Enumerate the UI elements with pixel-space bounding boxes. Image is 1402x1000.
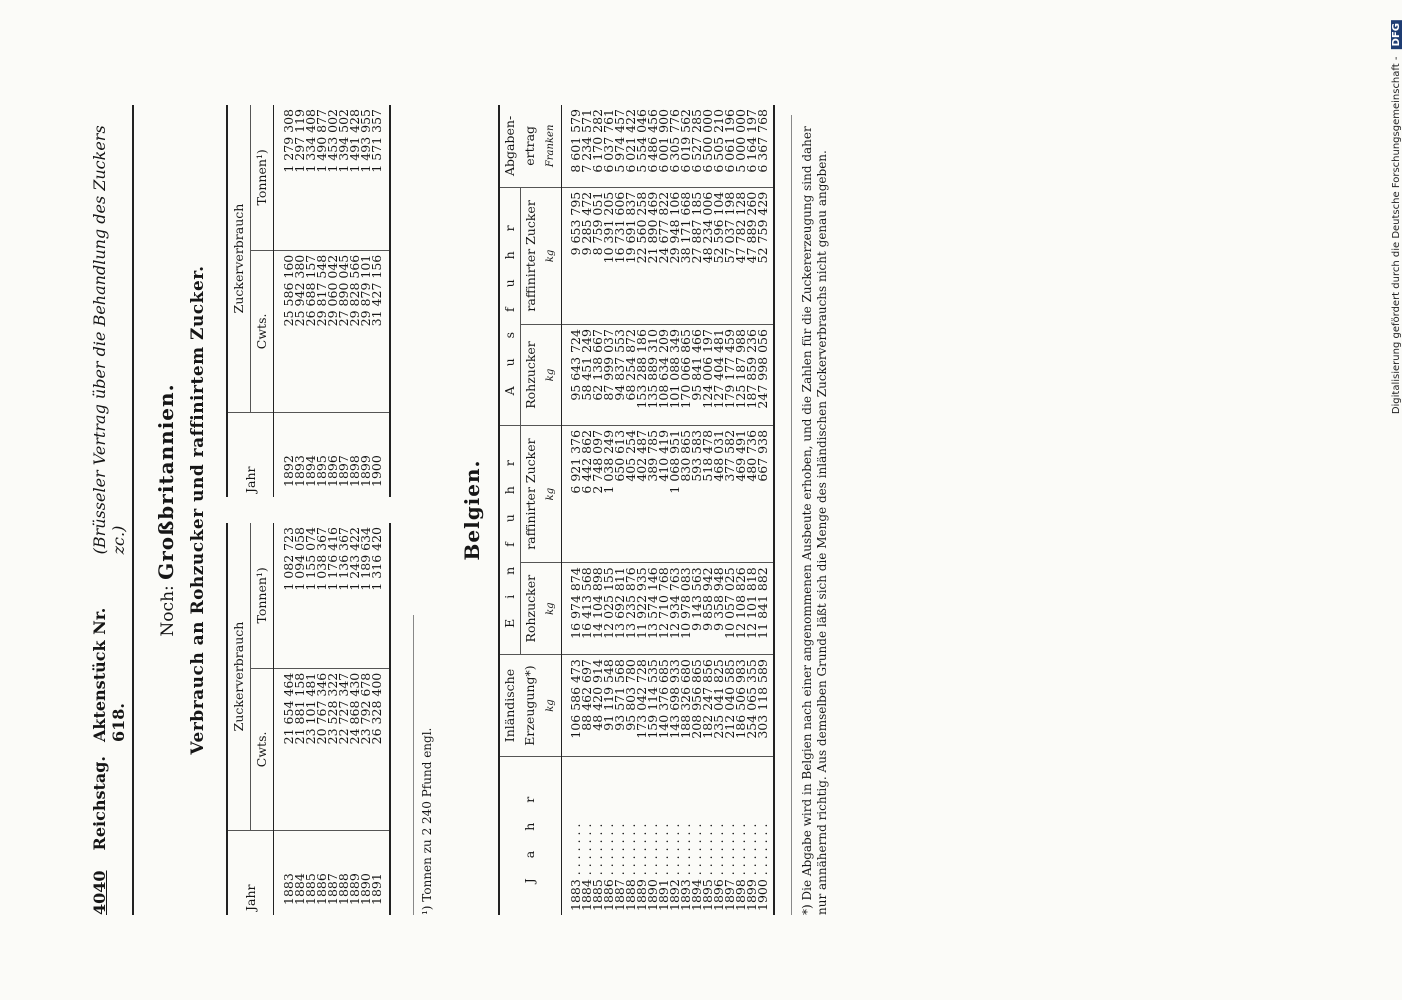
be-ausfuhr-raff: 52 759 429 [757,187,768,324]
be-ausfuhr-raff: 38 171 668 [680,187,691,324]
be-einfuhr-raff: 650 613 [614,425,625,562]
be-einfuhr-raff: 6 442 862 [581,425,592,562]
gb-year: 1899 [360,413,371,498]
gb-year: 1898 [349,413,360,498]
be-year: 1897 . . . . . . . [722,823,737,911]
gb-col-tonnen: Tonnen¹) [251,523,274,668]
be-einfuhr-raff: 377 582 [724,425,735,562]
gb-heading [154,105,178,915]
be-production: 48 420 914 [592,655,603,757]
be-production: 93 571 568 [614,655,625,757]
be-ausfuhr-roh: 108 634 209 [658,325,669,426]
be-ausfuhr-roh: 247 998 056 [757,325,768,426]
belgien-title: Belgien. [459,459,484,561]
gb-tonnen: 1 279 308 [274,105,294,250]
gb-cwts: 20 767 346 [313,672,329,745]
gb-tables [226,105,391,915]
be-einfuhr-roh: 10 978 083 [680,563,691,655]
gb-year: 1895 [316,413,327,498]
be-abgaben: 6 061 196 [724,105,735,187]
gb-year: 1888 [338,831,349,916]
be-einfuhr-raff: 480 736 [746,425,757,562]
be-ausfuhr-raff: 21 890 469 [647,187,658,324]
be-year: 1900 . . . . . . . [755,823,770,911]
page-content [90,105,830,915]
table-row [274,523,294,915]
be-einfuhr-roh: 12 934 763 [669,563,680,655]
be-production: 88 462 697 [581,655,592,757]
be-einfuhr-roh: 12 710 768 [658,563,669,655]
be-ausfuhr-raff: 29 948 106 [669,187,680,324]
be-ausfuhr-roh: 95 841 466 [691,325,702,426]
be-year: 1889 . . . . . . . [634,823,649,911]
be-production: 106 586 473 [561,655,581,757]
be-einfuhr-raff: 402 487 [636,425,647,562]
gb-year: 1890 [360,831,371,916]
be-einfuhr-roh: 16 413 568 [581,563,592,655]
gb-col-tonnen: Tonnen¹) [251,105,274,250]
gb-cwts: 23 792 678 [357,672,373,745]
gb-col-year: Jahr [227,413,274,498]
be-col-production-l1: Inländische [499,655,521,757]
be-ausfuhr-roh: 124 006 197 [702,325,713,426]
be-production: 143 698 933 [669,655,680,757]
be-col-ein-roh: Rohzucker [520,563,541,655]
be-col-einfuhr: E i n f u h r [499,425,521,654]
be-body [561,105,774,915]
dfg-credit-text: Digitalisierung gefördert durch die Deutsche Forschungsgemeinschaft - [1391,56,1402,415]
be-production: 173 042 728 [636,655,647,757]
reichstag-label: Reichstag. [90,756,109,851]
header-title: (Brüsseler Vertrag über die Behandlung des Zuckers zc.) [90,125,128,555]
gb-tonnen: 1 493 955 [360,105,371,250]
table-row [274,105,294,497]
gb-year: 1889 [349,831,360,916]
be-ausfuhr-raff: 47 889 260 [746,187,757,324]
gb-cwts: 26 688 157 [302,254,318,327]
gb-year: 1897 [338,413,349,498]
be-year: 1888 . . . . . . . [623,823,638,911]
be-year: 1887 . . . . . . . [612,823,627,911]
gb-tonnen: 1 243 422 [349,523,360,668]
be-col-ein-raff: raffinirter Zucker [520,425,541,562]
be-einfuhr-raff: 389 785 [647,425,658,562]
be-year: 1891 . . . . . . . [656,823,671,911]
gb-cwts: 22 727 347 [335,672,351,745]
be-year: 1890 . . . . . . . [645,823,660,911]
gb-cwts: 25 586 160 [280,254,296,327]
gb-country: Großbritannien. [154,383,178,580]
be-einfuhr-roh: 16 974 874 [561,563,581,655]
gb-tonnen: 1 155 074 [305,523,316,668]
be-einfuhr-roh: 11 841 882 [757,563,768,655]
be-production: 188 326 680 [680,655,691,757]
be-production: 208 956 865 [691,655,702,757]
be-year: 1899 . . . . . . . [744,823,759,911]
be-abgaben: 6 505 210 [713,105,724,187]
gb-year: 1893 [294,413,305,498]
gb-year: 1884 [294,831,305,916]
be-abgaben: 6 500 000 [702,105,713,187]
be-abgaben: 8 601 579 [561,105,581,187]
be-col-ausfuhr: A u s f u h r [499,187,521,425]
dfg-logo: DFG [1391,20,1402,49]
be-abgaben: 6 164 197 [746,105,757,187]
be-abgaben: 6 305 776 [669,105,680,187]
gb-col-consumption: Zuckerverbrauch [227,523,251,831]
be-production: 212 040 585 [724,655,735,757]
gb-table-left [226,523,391,915]
be-ausfuhr-raff: 9 653 795 [561,187,581,324]
table-row [371,105,382,497]
be-einfuhr-roh: 12 101 818 [746,563,757,655]
be-ausfuhr-roh: 101 088 349 [669,325,680,426]
be-ausfuhr-raff: 22 560 258 [636,187,647,324]
be-ausfuhr-roh: 170 066 865 [680,325,691,426]
gb-cwts: 29 828 566 [346,254,362,327]
be-col-aus-roh: Rohzucker [520,325,541,426]
be-abgaben: 6 527 285 [691,105,702,187]
be-ausfuhr-roh: 62 138 667 [592,325,603,426]
be-year: 1883 . . . . . . . [568,823,583,911]
be-year: 1894 . . . . . . . [689,823,704,911]
unit-franken: Franken [541,105,562,187]
be-production: 95 803 780 [625,655,636,757]
be-abgaben: 5 974 457 [614,105,625,187]
be-ausfuhr-raff: 27 887 185 [691,187,702,324]
unit-kg: kg [541,563,562,655]
gb-col-year: Jahr [227,831,274,916]
be-abgaben: 6 037 761 [603,105,614,187]
gb-year: 1894 [305,413,316,498]
be-production: 235 041 825 [713,655,724,757]
gb-cwts: 25 942 380 [291,254,307,327]
be-ausfuhr-roh: 179 177 459 [724,325,735,426]
be-production: 91 119 548 [603,655,614,757]
be-einfuhr-raff: 667 938 [757,425,768,562]
be-abgaben: 6 001 900 [658,105,669,187]
gb-tonnen: 1 136 367 [338,523,349,668]
be-abgaben: 6 170 282 [592,105,603,187]
be-abgaben: 6 021 422 [625,105,636,187]
be-ausfuhr-raff: 16 731 606 [614,187,625,324]
be-year: 1886 . . . . . . . [601,823,616,911]
be-production: 186 506 983 [735,655,746,757]
be-ausfuhr-roh: 94 837 553 [614,325,625,426]
gb-subtitle: Verbrauch an Rohzucker und raffinirtem Zucker. [188,265,208,755]
page-number: 4040 [90,870,109,915]
be-einfuhr-roh: 12 025 155 [603,563,614,655]
gb-cwts: 29 879 101 [357,254,373,327]
gb-right-body [274,105,390,497]
gb-tonnen: 1 082 723 [274,523,294,668]
gb-cwts: 26 328 400 [368,672,384,745]
be-einfuhr-raff: 405 254 [625,425,636,562]
gb-tonnen: 1 094 058 [294,523,305,668]
be-year: 1895 . . . . . . . [700,823,715,911]
be-ausfuhr-roh: 187 859 236 [746,325,757,426]
be-abgaben: 5 554 046 [636,105,647,187]
be-ausfuhr-roh: 95 643 724 [561,325,581,426]
gb-cwts: 24 868 430 [346,672,362,745]
gb-tonnen: 1 038 367 [316,523,327,668]
gb-tonnen: 1 316 420 [371,523,382,668]
be-year: 1885 . . . . . . . [590,823,605,911]
unit-kg: kg [541,425,562,562]
be-col-abgaben-l2: ertrag [520,105,541,187]
gb-cwts: 31 427 156 [368,254,384,327]
be-ausfuhr-raff: 47 782 128 [735,187,746,324]
be-abgaben: 6 019 562 [680,105,691,187]
gb-year: 1887 [327,831,338,916]
be-col-aus-raff: raffinirter Zucker [520,187,541,324]
table-row [757,105,768,915]
gb-tonnen: 1 453 002 [327,105,338,250]
gb-year: 1896 [327,413,338,498]
be-abgaben: 5 000 000 [735,105,746,187]
be-production: 303 118 589 [757,655,768,757]
gb-col-consumption: Zuckerverbrauch [227,105,251,413]
be-einfuhr-raff: 1 038 249 [603,425,614,562]
be-einfuhr-raff: 593 583 [691,425,702,562]
be-ausfuhr-raff: 24 677 822 [658,187,669,324]
gb-cwts: 21 881 158 [291,672,307,745]
be-production: 140 376 685 [658,655,669,757]
be-ausfuhr-roh: 87 999 037 [603,325,614,426]
be-einfuhr-roh: 13 574 146 [647,563,658,655]
be-einfuhr-roh: 14 104 898 [592,563,603,655]
dfg-credit [1391,20,1402,414]
gb-cwts: 23 101 481 [302,672,318,745]
gb-tonnen: 1 490 877 [316,105,327,250]
gb-cwts: 29 817 548 [313,254,329,327]
table-row [371,523,382,915]
be-production: 182 247 856 [702,655,713,757]
gb-col-cwts: Cwts. [251,668,274,830]
gb-tonnen: 1 394 502 [338,105,349,250]
page-header [90,105,134,915]
gb-cwts: 23 528 322 [324,672,340,745]
be-einfuhr-raff: 2 748 097 [592,425,603,562]
unit-kg: kg [541,187,562,324]
be-col-abgaben-l1: Abgaben- [499,105,521,187]
be-abgaben: 6 367 768 [757,105,768,187]
gb-tonnen: 1 176 416 [327,523,338,668]
be-col-production-l2: Erzeugung*) [520,655,541,757]
be-ausfuhr-raff: 48 234 006 [702,187,713,324]
aktenstueck-label: Aktenstück Nr. 618. [90,607,128,743]
gb-footnote: ¹) Tonnen zu 2 240 Pfund engl. [413,615,434,915]
table-row [561,105,581,915]
be-production: 159 114 535 [647,655,658,757]
gb-year: 1885 [305,831,316,916]
be-production: 254 065 355 [746,655,757,757]
belgien-table [498,105,776,915]
be-ausfuhr-roh: 135 889 310 [647,325,658,426]
be-year: 1884 . . . . . . . [579,823,594,911]
be-einfuhr-raff: 830 865 [680,425,691,562]
be-einfuhr-raff: 518 478 [702,425,713,562]
gb-cwts: 29 060 042 [324,254,340,327]
be-ausfuhr-roh: 127 404 481 [713,325,724,426]
be-ausfuhr-roh: 153 288 186 [636,325,647,426]
gb-tonnen: 1 491 428 [349,105,360,250]
be-einfuhr-raff: 1 068 951 [669,425,680,562]
gb-year: 1892 [274,413,294,498]
be-einfuhr-raff: 468 031 [713,425,724,562]
be-ausfuhr-roh: 68 254 872 [625,325,636,426]
be-einfuhr-roh: 13 235 876 [625,563,636,655]
gb-left-body [274,523,390,915]
gb-tonnen: 1 334 408 [305,105,316,250]
gb-cwts: 21 654 464 [280,672,296,745]
be-ausfuhr-raff: 10 391 205 [603,187,614,324]
gb-col-cwts: Cwts. [251,250,274,412]
be-year: 1892 . . . . . . . [667,823,682,911]
gb-year: 1891 [371,831,382,916]
be-ausfuhr-roh: 58 451 249 [581,325,592,426]
be-ausfuhr-raff: 9 285 472 [581,187,592,324]
belgien-footnote: *) Die Abgabe wird in Belgien nach einer angenommenen Ausbeute erhoben, und die Zahlen für die Zuckererzeugung sind daher nur annähernd richtig. Aus demselben Grunde läßt sich die Menge des inländischen Zuckerverbrauchs nicht genau angeben. [791,115,830,915]
be-ausfuhr-raff: 57 037 198 [724,187,735,324]
be-einfuhr-raff: 6 921 376 [561,425,581,562]
be-abgaben: 6 486 456 [647,105,658,187]
be-einfuhr-roh: 12 108 826 [735,563,746,655]
be-abgaben: 7 234 571 [581,105,592,187]
be-year: 1896 . . . . . . . [711,823,726,911]
be-year: 1893 . . . . . . . [678,823,693,911]
be-einfuhr-roh: 10 057 025 [724,563,735,655]
gb-year: 1900 [371,413,382,498]
be-ausfuhr-raff: 19 691 837 [625,187,636,324]
be-einfuhr-roh: 11 922 935 [636,563,647,655]
be-col-year: J a h r [499,757,562,916]
be-year: 1898 . . . . . . . [733,823,748,911]
gb-tonnen: 1 189 634 [360,523,371,668]
unit-kg: kg [541,655,562,757]
be-einfuhr-raff: 469 491 [735,425,746,562]
gb-year: 1886 [316,831,327,916]
gb-tonnen: 1 571 357 [371,105,382,250]
be-einfuhr-roh: 13 692 811 [614,563,625,655]
gb-cwts: 27 890 045 [335,254,351,327]
gb-tonnen: 1 297 119 [294,105,305,250]
be-ausfuhr-raff: 8 759 051 [592,187,603,324]
gb-table-right [226,105,391,497]
unit-kg: kg [541,325,562,426]
be-einfuhr-roh: 9 858 942 [702,563,713,655]
be-einfuhr-raff: 410 419 [658,425,669,562]
be-ausfuhr-roh: 125 187 988 [735,325,746,426]
gb-year: 1883 [274,831,294,916]
noch-label: Noch: [158,585,178,637]
be-ausfuhr-raff: 52 596 104 [713,187,724,324]
be-einfuhr-roh: 9 143 563 [691,563,702,655]
be-einfuhr-roh: 9 358 948 [713,563,724,655]
